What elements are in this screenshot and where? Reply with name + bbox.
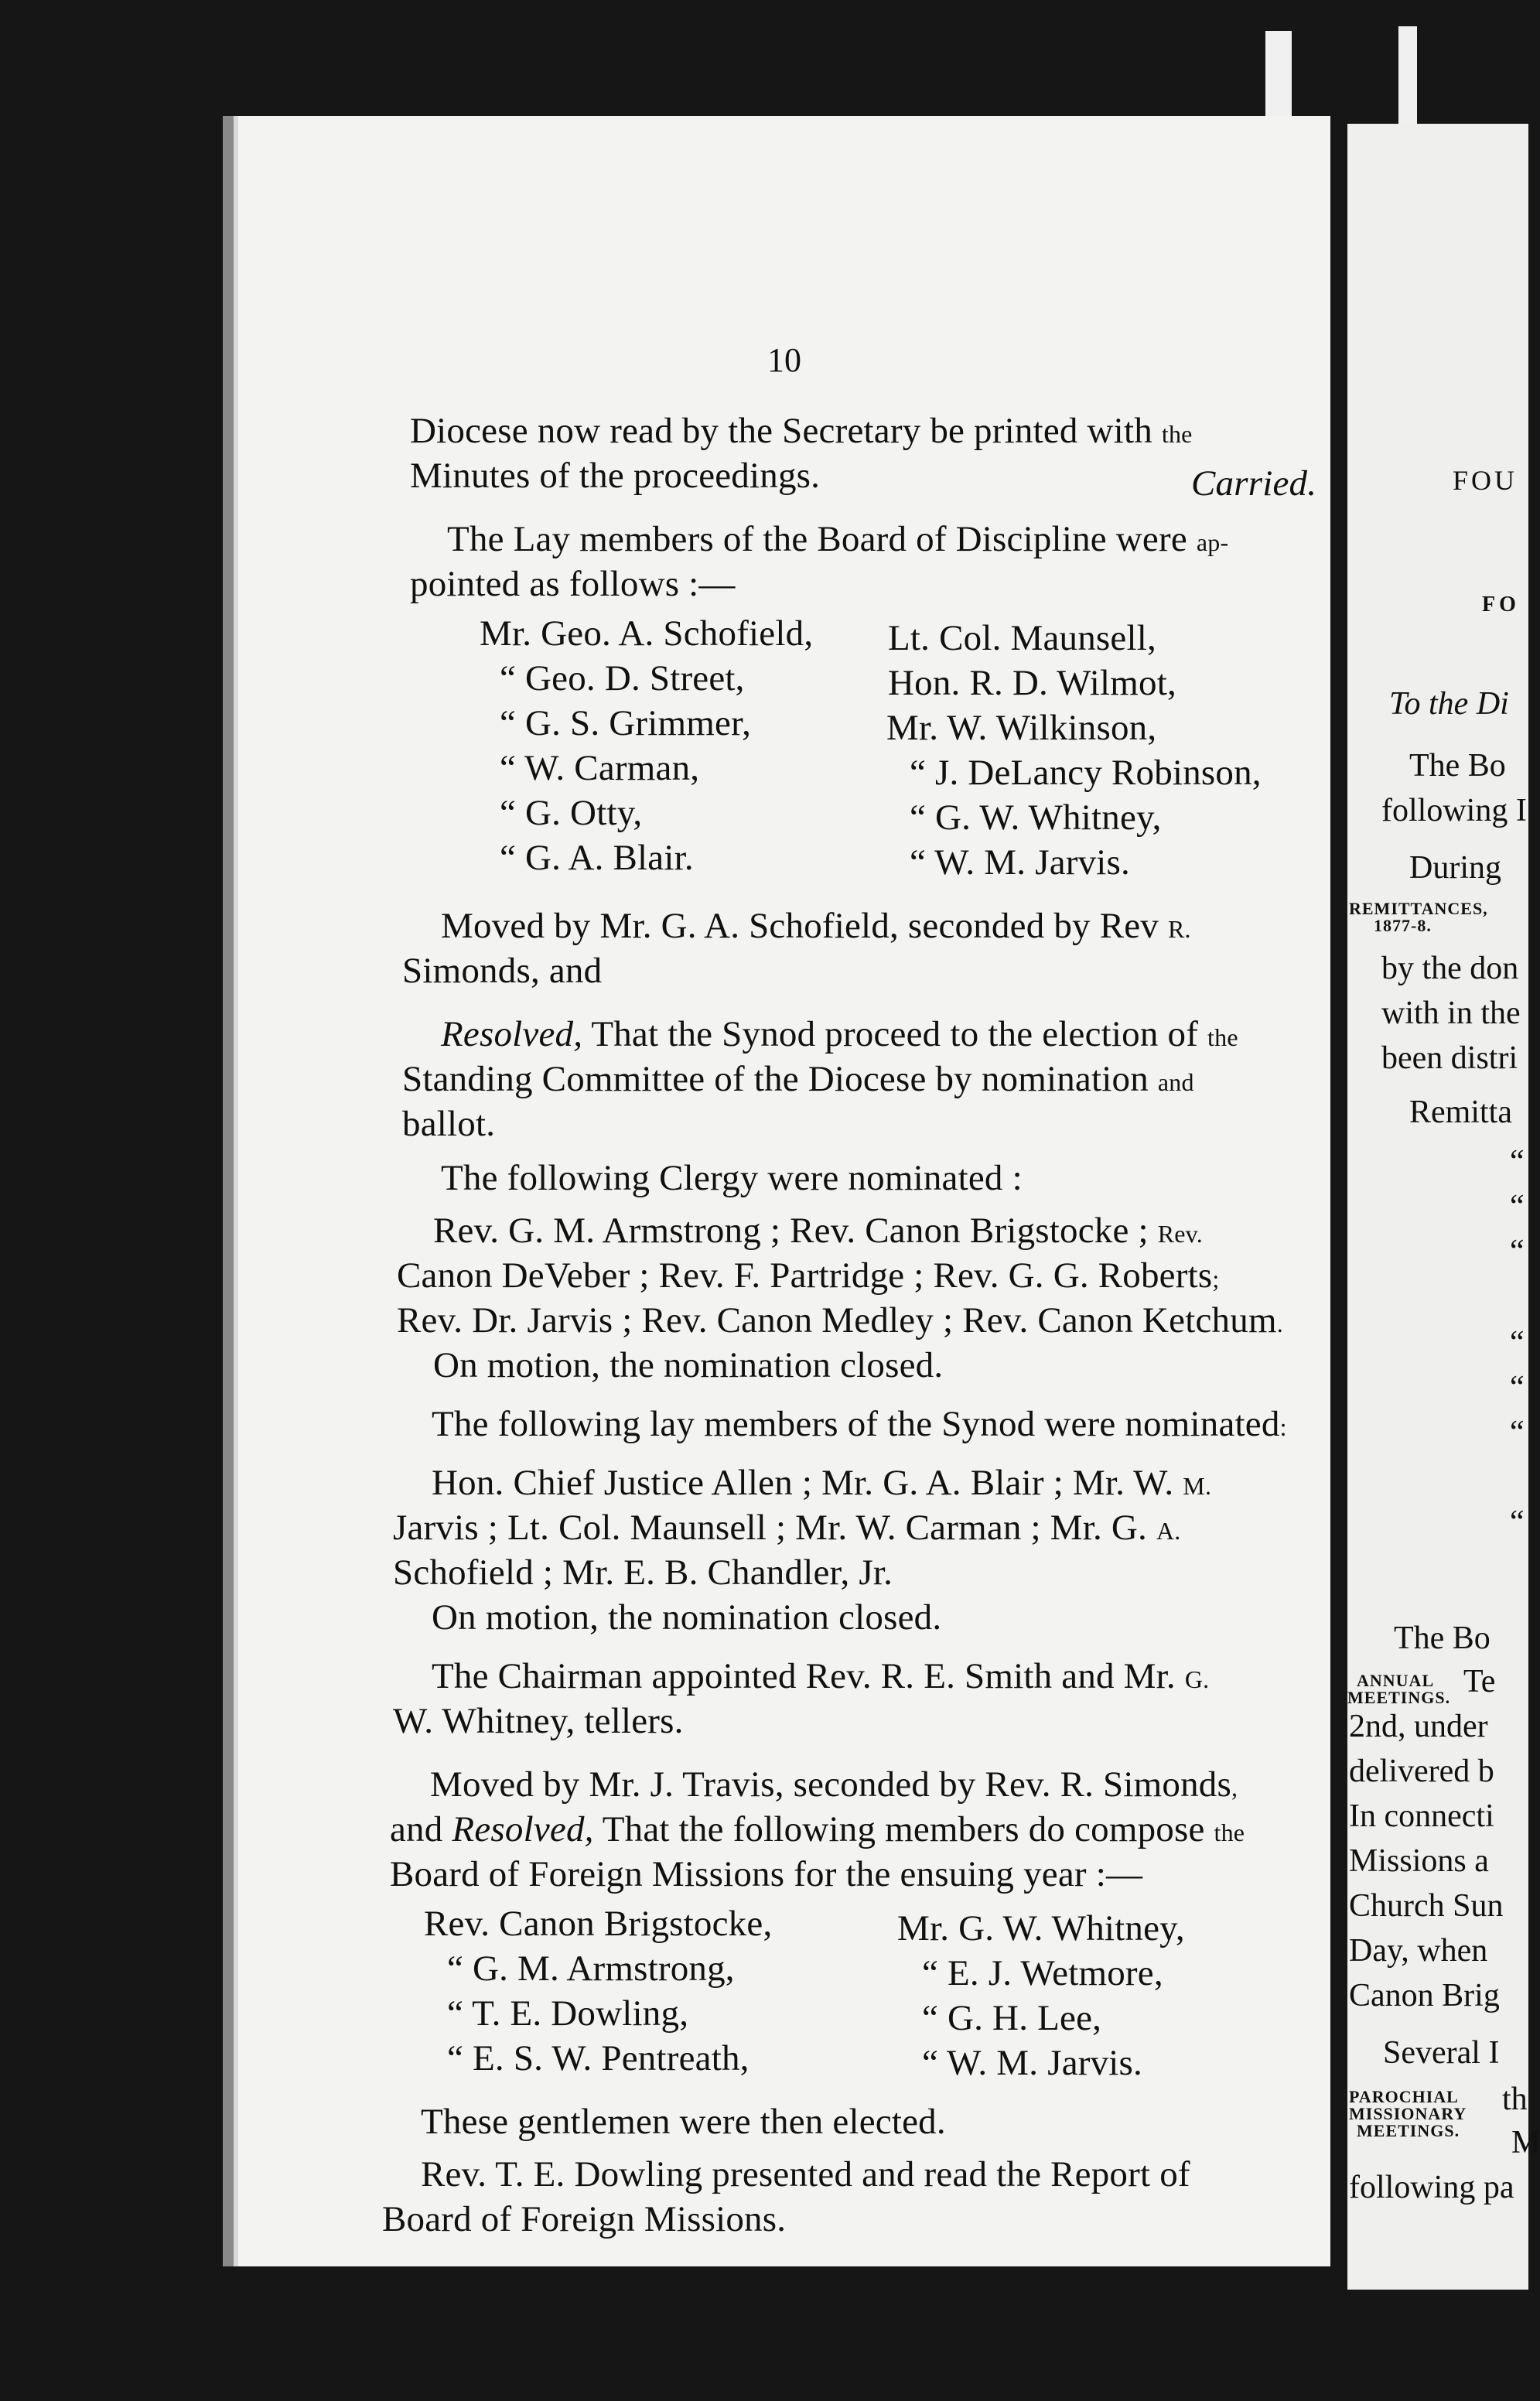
margin-note: MISSIONARY: [1349, 2104, 1467, 2123]
text-line: Schofield ; Mr. E. B. Chandler, Jr.: [393, 1552, 893, 1593]
page-number: 10: [767, 341, 801, 379]
list-item: “ G. Otty,: [500, 793, 643, 833]
text-line: Moved by Mr. J. Travis, seconded by Rev. R. Simonds,: [430, 1764, 1238, 1805]
text-fragment: The Bo: [1394, 1621, 1490, 1656]
list-item: “ E. S. W. Pentreath,: [447, 2038, 750, 2078]
text-line: The Chairman appointed Rev. R. E. Smith and Mr. G.: [432, 1656, 1210, 1696]
text-fragment: Te: [1463, 1664, 1496, 1699]
text-fragment: Remitta: [1409, 1095, 1512, 1130]
text-line: On motion, the nomination closed.: [433, 1345, 944, 1385]
text-line: Board of Foreign Missions for the ensuing year :—: [390, 1854, 1143, 1894]
text-line: These gentlemen were then elected.: [421, 2102, 946, 2142]
text-fragment: M: [1511, 2125, 1540, 2160]
text-fragment: th: [1502, 2082, 1528, 2117]
text-line: and Resolved, That the following members do compose the: [390, 1809, 1245, 1849]
list-item: “ W. M. Jarvis.: [922, 2043, 1142, 2083]
text-fragment: Missions a: [1349, 1843, 1489, 1879]
text-line: Minutes of the proceedings.: [410, 456, 821, 496]
text-line: Canon DeVeber ; Rev. F. Partridge ; Rev. G. G. Roberts;: [397, 1255, 1220, 1296]
list-item: Rev. Canon Brigstocke,: [424, 1904, 773, 1944]
list-item: Mr. G. W. Whitney,: [897, 1908, 1185, 1948]
text-fragment: following I: [1381, 793, 1527, 828]
list-item: “ G. M. Armstrong,: [447, 1948, 735, 1989]
text-line: Board of Foreign Missions.: [382, 2199, 787, 2239]
text-line: pointed as follows :—: [410, 564, 736, 604]
text-line: ballot.: [402, 1104, 496, 1144]
margin-note: ANNUAL: [1357, 1671, 1435, 1690]
book-spine: [223, 116, 234, 2266]
ditto-mark: “: [1510, 1189, 1525, 1224]
margin-note: MEETINGS.: [1347, 1688, 1451, 1707]
margin-note: MEETINGS.: [1357, 2121, 1460, 2140]
text-fragment: Canon Brig: [1349, 1978, 1500, 2013]
margin-note: PAROCHIAL: [1349, 2087, 1459, 2106]
text-line: Jarvis ; Lt. Col. Maunsell ; Mr. W. Carman ; Mr. G. A.: [393, 1508, 1181, 1548]
text-fragment: 2nd, under: [1349, 1709, 1488, 1744]
text-line: Standing Committee of the Diocese by nomination and: [402, 1059, 1194, 1099]
text-line: W. Whitney, tellers.: [393, 1701, 684, 1741]
list-item: “ G. W. Whitney,: [910, 797, 1162, 838]
text-line: Simonds, and: [402, 951, 603, 991]
list-item: “ W. M. Jarvis.: [910, 842, 1130, 883]
ditto-mark: “: [1510, 1370, 1525, 1405]
text-fragment: Church Sun: [1349, 1888, 1504, 1924]
text-fragment: In connecti: [1349, 1798, 1494, 1834]
text-fragment: been distri: [1381, 1040, 1518, 1076]
list-item: “ E. J. Wetmore,: [922, 1953, 1163, 1993]
ditto-mark: “: [1510, 1504, 1525, 1540]
list-item: “ Geo. D. Street,: [500, 658, 745, 698]
ditto-mark: “: [1510, 1415, 1525, 1450]
text-fragment: Day, when: [1349, 1933, 1488, 1969]
text-line: Rev. T. E. Dowling presented and read the Report of: [421, 2154, 1190, 2194]
text-fragment: FOU: [1453, 465, 1518, 496]
carried-label: Carried.: [1191, 463, 1317, 504]
text-fragment: To the Di: [1389, 686, 1509, 722]
text-line: Hon. Chief Justice Allen ; Mr. G. A. Blair ; Mr. W. M.: [432, 1463, 1212, 1503]
text-line: The following Clergy were nominated :: [441, 1158, 1023, 1198]
list-item: Lt. Col. Maunsell,: [888, 618, 1156, 658]
text-fragment: with in the: [1381, 996, 1521, 1031]
text-fragment: During: [1409, 850, 1501, 886]
margin-note: 1877-8.: [1374, 916, 1432, 935]
list-item: “ W. Carman,: [500, 748, 700, 788]
ditto-mark: “: [1510, 1144, 1525, 1180]
text-line: Diocese now read by the Secretary be printed with the: [410, 411, 1193, 451]
list-item: “ T. E. Dowling,: [447, 1993, 689, 2034]
list-item: Mr. Geo. A. Schofield,: [480, 613, 814, 654]
list-item: “ G. S. Grimmer,: [500, 703, 752, 743]
text-fragment: by the don: [1381, 951, 1519, 986]
ditto-mark: “: [1510, 1234, 1525, 1269]
text-line: The Lay members of the Board of Discipline were ap-: [447, 519, 1229, 559]
list-item: “ G. H. Lee,: [922, 1998, 1102, 2038]
text-fragment: Several I: [1383, 2035, 1500, 2071]
text-fragment: The Bo: [1409, 748, 1506, 784]
text-line: The following lay members of the Synod were nominated:: [432, 1404, 1287, 1444]
text-line: Rev. Dr. Jarvis ; Rev. Canon Medley ; Rev. Canon Ketchum.: [397, 1300, 1283, 1341]
ditto-mark: “: [1510, 1325, 1525, 1361]
text-fragment: following pa: [1349, 2170, 1514, 2205]
list-item: “ G. A. Blair.: [500, 838, 694, 878]
list-item: “ J. DeLancy Robinson,: [910, 753, 1262, 793]
left-page: [238, 116, 1330, 2266]
text-fragment: delivered b: [1349, 1754, 1494, 1789]
list-item: Hon. R. D. Wilmot,: [888, 663, 1176, 703]
text-line: On motion, the nomination closed.: [432, 1597, 942, 1638]
text-line: Moved by Mr. G. A. Schofield, seconded by Rev R.: [441, 906, 1191, 946]
text-line: Resolved, That the Synod proceed to the election of the: [441, 1014, 1238, 1054]
text-line: Rev. G. M. Armstrong ; Rev. Canon Brigstocke ; Rev.: [433, 1211, 1203, 1251]
margin-note: REMITTANCES,: [1349, 899, 1488, 918]
list-item: Mr. W. Wilkinson,: [886, 708, 1157, 748]
text-fragment: FO: [1482, 593, 1520, 616]
right-page: [1347, 124, 1540, 2290]
